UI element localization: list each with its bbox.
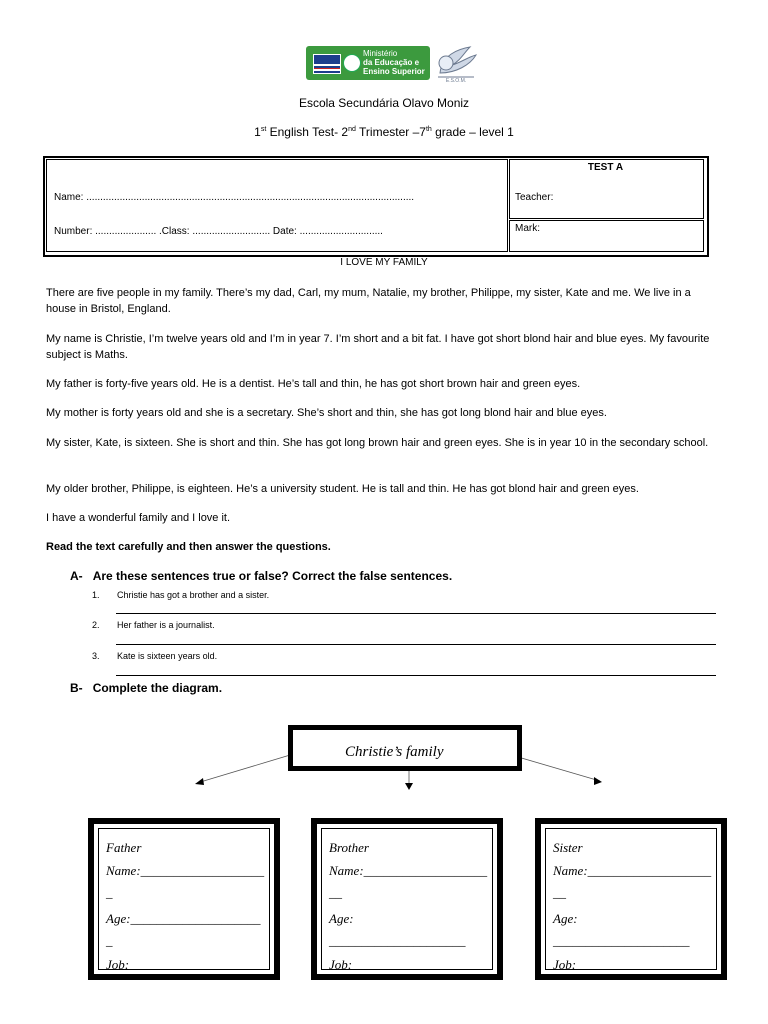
sister-label: Sister <box>553 840 583 855</box>
diagram-title: Christie’s family <box>345 744 444 760</box>
teacher-field[interactable]: Teacher: <box>515 192 554 203</box>
sister-age-cont[interactable]: _____________________ <box>553 933 690 948</box>
text-title: I LOVE MY FAMILY <box>340 257 428 268</box>
paragraph-6: My older brother, Philippe, is eighteen. He’s a university student. He is tall and thin. He has got blond hair and green eyes. <box>46 483 639 495</box>
paragraph-5: My sister, Kate, is sixteen. She is short and thin. She has got long brown hair and green eyes. She is in year 10 in the secondary school. <box>46 437 709 449</box>
ministry-name: Ministério da Educação e Ensino Superior <box>363 49 425 76</box>
question-2: 2. Her father is a journalist. <box>92 620 215 630</box>
svg-text:E.S.O.M.: E.S.O.M. <box>445 78 467 83</box>
paragraph-2: My name is Christie, I’m twelve years old and I’m in year 7. I’m short and a bit fat. I have got short blond hair and blue eyes. My favourite subject is Maths. <box>46 333 710 361</box>
diagram-title-box <box>288 725 522 771</box>
brother-job-field[interactable]: Job: <box>329 957 353 972</box>
father-age-field[interactable]: Age:____________________ <box>106 911 261 926</box>
sister-age-field[interactable]: Age: <box>553 911 578 926</box>
name-field[interactable]: Name: ...................................................................................................................... <box>54 192 415 203</box>
father-job-field[interactable]: Job: <box>106 957 130 972</box>
paragraph-1: There are five people in my family. There’s my dad, Carl, my mum, Natalie, my brother, Philippe, my sister, Kate and me. We live in a house in Bristol, England. <box>46 287 691 315</box>
sister-card <box>535 818 727 980</box>
father-name-field[interactable]: Name:___________________ <box>106 863 265 878</box>
father-card <box>88 818 280 980</box>
test-label: TEST A <box>587 162 624 173</box>
sister-name-field[interactable]: Name:___________________ <box>553 863 712 878</box>
paragraph-7: I have a wonderful family and I love it. <box>46 512 231 524</box>
section-a-heading: A- Are these sentences true or false? Correct the false sentences. <box>70 569 453 583</box>
brother-card <box>311 818 503 980</box>
test-title: 1st English Test- 2nd Trimester –7th grade – level 1 <box>254 125 514 139</box>
brother-age-cont[interactable]: _____________________ <box>329 933 466 948</box>
sister-name-cont[interactable]: __ <box>553 885 566 900</box>
section-b-heading: B- Complete the diagram. <box>70 681 223 695</box>
question-1: 1. Christie has got a brother and a sister. <box>92 590 270 600</box>
school-name: Escola Secundária Olavo Moniz <box>298 96 470 110</box>
instruction: Read the text carefully and then answer the questions. <box>46 541 331 553</box>
sister-job-field[interactable]: Job: <box>553 957 577 972</box>
brother-label: Brother <box>329 840 369 855</box>
paragraph-4: My mother is forty years old and she is a secretary. She’s short and thin, she has got long blond hair and blue eyes. <box>46 407 607 419</box>
father-age-cont[interactable]: _ <box>106 933 113 948</box>
father-name-cont[interactable]: _ <box>106 885 113 900</box>
mark-field[interactable]: Mark: <box>515 223 540 234</box>
father-label: Father <box>106 840 142 855</box>
brother-name-cont[interactable]: __ <box>329 885 342 900</box>
question-3: 3. Kate is sixteen years old. <box>92 651 218 661</box>
brother-name-field[interactable]: Name:___________________ <box>329 863 488 878</box>
paragraph-3: My father is forty-five years old. He is a dentist. He’s tall and thin, he has got short brown hair and green eyes. <box>46 378 581 390</box>
brother-age-field[interactable]: Age: <box>329 911 354 926</box>
number-class-date-field[interactable]: Number: ...................... .Class: ............................ Date: .............................. <box>54 226 383 237</box>
